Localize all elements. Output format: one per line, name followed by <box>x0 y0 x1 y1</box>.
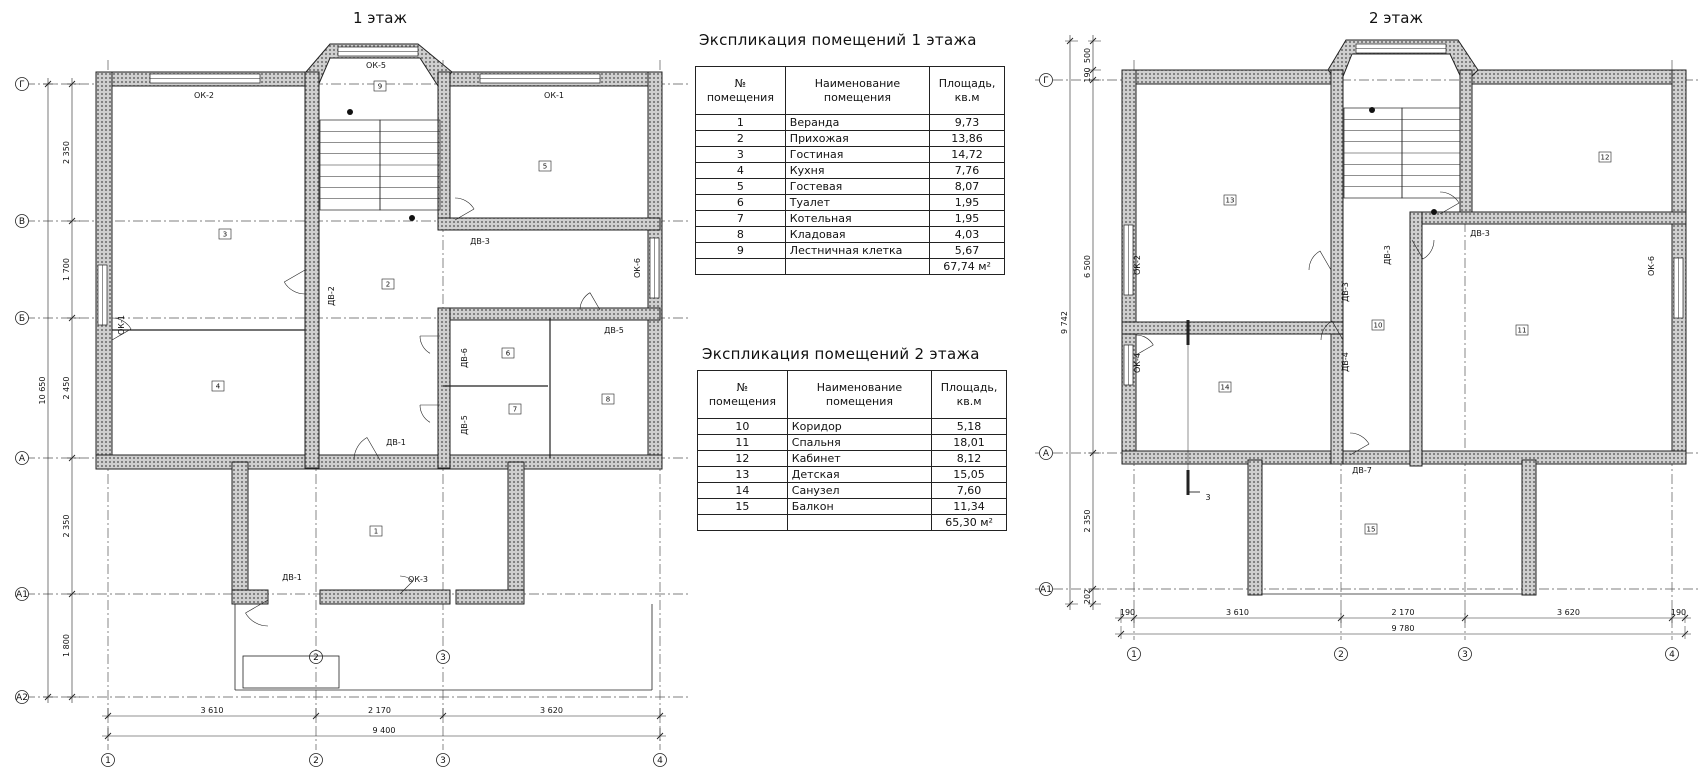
room-number: 6 <box>505 349 511 358</box>
table-row <box>696 147 1005 163</box>
dimension-value: 190 <box>1119 608 1136 617</box>
axis-label: 1 <box>105 756 111 767</box>
table-row <box>696 243 1005 259</box>
wall <box>232 462 248 604</box>
wall <box>1467 70 1685 84</box>
room-number-cell: 5 <box>696 179 786 195</box>
opening-label: ОК-1 <box>544 91 564 100</box>
table-total-row <box>698 515 1007 531</box>
room-name-cell: Котельная <box>785 211 929 227</box>
table-row <box>696 227 1005 243</box>
room-number: 8 <box>605 395 611 404</box>
axis-label: А <box>1042 449 1050 460</box>
dimension-value: 202 <box>1083 588 1092 605</box>
table-row <box>696 179 1005 195</box>
col-header-area: Площадь, кв.м <box>932 371 1007 419</box>
table-row <box>696 211 1005 227</box>
wall <box>232 590 268 604</box>
table-row <box>698 451 1007 467</box>
section-mark: 3 <box>1205 493 1211 502</box>
opening-label: ДВ-7 <box>1352 466 1372 475</box>
room-number: 12 <box>1600 153 1610 162</box>
axis-label: 1 <box>1131 650 1137 661</box>
room-number: 7 <box>512 405 518 414</box>
col-header-number: № помещения <box>698 371 788 419</box>
table-row <box>696 131 1005 147</box>
dimension-value: 3 620 <box>1557 608 1580 617</box>
wall <box>96 455 662 469</box>
table-row <box>698 419 1007 435</box>
room-number-cell: 11 <box>698 435 788 451</box>
dimension-value: 1 700 <box>62 258 71 281</box>
table2-title: Экспликация помещений 2 этажа <box>702 345 980 363</box>
room-name-cell: Балкон <box>787 499 931 515</box>
axis-label: В <box>18 217 26 228</box>
dimension-value: 2 350 <box>62 514 71 538</box>
opening-label: ДВ-1 <box>282 573 302 582</box>
door-swing <box>420 336 440 353</box>
axis-label: Г <box>19 80 25 91</box>
axis-label: 2 <box>313 756 319 767</box>
stair-start-dot <box>1369 107 1375 113</box>
room-number-cell: 12 <box>698 451 788 467</box>
floor1-plan <box>16 9 691 767</box>
axis-label: А1 <box>16 590 28 601</box>
col-header-name: Наименование помещения <box>785 67 929 115</box>
door-swing <box>580 293 600 310</box>
opening-label: ОК-2 <box>194 91 214 100</box>
axis-label: 3 <box>440 653 446 664</box>
room-name-cell: Туалет <box>785 195 929 211</box>
door-swing <box>1440 192 1459 214</box>
room-name-cell: Коридор <box>787 419 931 435</box>
steps <box>243 656 339 688</box>
room-name-cell: Лестничная клетка <box>785 243 929 259</box>
room-number-cell: 3 <box>696 147 786 163</box>
table-row <box>696 163 1005 179</box>
dimension-value: 2 170 <box>368 706 391 715</box>
table-row <box>698 435 1007 451</box>
axis-label: Г <box>1043 76 1049 87</box>
axis-label: А <box>18 454 26 465</box>
room-name-cell: Гостевая <box>785 179 929 195</box>
room-area-cell: 18,01 <box>932 435 1007 451</box>
room-number: 4 <box>215 382 221 391</box>
opening-label: ДВ-3 <box>1341 282 1350 302</box>
opening-label: ДВ-5 <box>460 415 469 435</box>
wall <box>305 72 319 468</box>
door-swing <box>455 198 474 220</box>
room-number-cell: 7 <box>696 211 786 227</box>
door-swing <box>1136 335 1153 355</box>
axis-label: 2 <box>1338 650 1344 661</box>
room-number-cell: 13 <box>698 467 788 483</box>
wall <box>508 462 524 604</box>
dimension-value: 3 620 <box>540 706 563 715</box>
room-area-cell: 4,03 <box>930 227 1005 243</box>
room-number: 11 <box>1517 326 1527 335</box>
opening-label: ОК-3 <box>408 575 428 584</box>
table-row <box>696 115 1005 131</box>
opening-label: ДВ-6 <box>460 348 469 368</box>
empty-cell <box>698 515 788 531</box>
room-name-cell: Кабинет <box>787 451 931 467</box>
axis-label: 4 <box>1669 650 1675 661</box>
room-number-cell: 8 <box>696 227 786 243</box>
room-number: 15 <box>1366 525 1376 534</box>
table-total-row <box>696 259 1005 275</box>
wall <box>1122 322 1343 334</box>
dimension-value: 3 610 <box>200 706 224 715</box>
room-name-cell: Гостиная <box>785 147 929 163</box>
room-number-cell: 15 <box>698 499 788 515</box>
room-area-cell: 8,07 <box>930 179 1005 195</box>
door-swing <box>420 405 440 422</box>
table-row <box>698 483 1007 499</box>
room-number: 3 <box>222 230 228 239</box>
floor2-title: 2 этаж <box>1369 9 1423 27</box>
wall <box>1460 70 1472 220</box>
room-number-cell: 4 <box>696 163 786 179</box>
door-swing <box>284 270 305 294</box>
dimension-value: 500 <box>1083 47 1092 64</box>
room-number-cell: 9 <box>696 243 786 259</box>
stair-end-dot <box>1431 209 1437 215</box>
dimension-value: 1 800 <box>62 634 71 657</box>
axis-label: 3 <box>440 756 446 767</box>
room-name-cell: Санузел <box>787 483 931 499</box>
wall <box>1248 460 1262 595</box>
room-number: 2 <box>385 280 391 289</box>
room-name-cell: Кухня <box>785 163 929 179</box>
wall <box>456 590 524 604</box>
opening-label: ДВ-3 <box>470 237 490 246</box>
room-number: 1 <box>373 527 379 536</box>
table-row <box>696 195 1005 211</box>
room-area-cell: 1,95 <box>930 195 1005 211</box>
room-area-cell: 7,76 <box>930 163 1005 179</box>
axis-label: 4 <box>657 756 663 767</box>
wall <box>1331 70 1343 464</box>
wall <box>320 590 450 604</box>
room-number-cell: 14 <box>698 483 788 499</box>
room-number: 5 <box>542 162 548 171</box>
col-header-name: Наименование помещения <box>787 371 931 419</box>
empty-cell <box>696 259 786 275</box>
dimension-value: 10 650 <box>38 376 47 405</box>
room-area-cell: 14,72 <box>930 147 1005 163</box>
total-area-cell: 67,74 м² <box>930 259 1005 275</box>
room-name-cell: Кладовая <box>785 227 929 243</box>
axis-label: А2 <box>16 693 28 704</box>
room-explication-table-floor2 <box>697 370 1007 531</box>
col-header-number: № помещения <box>696 67 786 115</box>
opening-label: ДВ-4 <box>1341 352 1350 372</box>
room-number: 14 <box>1220 383 1230 392</box>
axis-label: Б <box>18 314 26 325</box>
room-area-cell: 1,95 <box>930 211 1005 227</box>
room-number-cell: 10 <box>698 419 788 435</box>
room-area-cell: 8,12 <box>932 451 1007 467</box>
opening-label: ДВ-5 <box>604 326 624 335</box>
room-number-cell: 2 <box>696 131 786 147</box>
wall <box>438 308 450 468</box>
table-row <box>698 467 1007 483</box>
dimension-value: 190 <box>1670 608 1687 617</box>
wall <box>1122 451 1686 464</box>
opening-label: ДВ-3 <box>1383 245 1392 265</box>
axis-label: 2 <box>313 653 319 664</box>
dimension-value: 9 400 <box>372 726 396 735</box>
opening-label: ОК-6 <box>1647 256 1656 276</box>
room-name-cell: Прихожая <box>785 131 929 147</box>
opening-label: ДВ-2 <box>327 286 336 306</box>
total-area-cell: 65,30 м² <box>932 515 1007 531</box>
col-header-area: Площадь, кв.м <box>930 67 1005 115</box>
dimension-value: 190 <box>1083 67 1092 83</box>
wall <box>1410 212 1422 466</box>
table1-title: Экспликация помещений 1 этажа <box>699 31 977 49</box>
room-number: 10 <box>1373 321 1383 330</box>
opening-label: ОК-1 <box>117 315 126 335</box>
room-area-cell: 9,73 <box>930 115 1005 131</box>
opening-label: ОК-5 <box>366 61 386 70</box>
room-number-cell: 6 <box>696 195 786 211</box>
wall <box>438 218 660 230</box>
room-number: 13 <box>1225 196 1235 205</box>
room-number: 9 <box>377 82 383 91</box>
empty-cell <box>787 515 931 531</box>
dimension-value: 2 350 <box>62 141 71 164</box>
opening-label: ДВ-1 <box>386 438 406 447</box>
stair-end-dot <box>409 215 415 221</box>
dimension-value: 3 610 <box>1226 608 1249 617</box>
opening-label: ОК-6 <box>633 258 642 278</box>
floor1-title: 1 этаж <box>353 9 407 27</box>
empty-cell <box>785 259 929 275</box>
table-row <box>698 499 1007 515</box>
dimension-value: 6 500 <box>1083 255 1092 278</box>
room-area-cell: 5,18 <box>932 419 1007 435</box>
dimension-value: 2 170 <box>1391 608 1415 617</box>
dimension-value: 2 450 <box>62 376 71 400</box>
dimension-value: 9 780 <box>1391 624 1415 633</box>
room-name-cell: Спальня <box>787 435 931 451</box>
room-number-cell: 1 <box>696 115 786 131</box>
opening-label: ДВ-3 <box>1470 229 1490 238</box>
room-area-cell: 15,05 <box>932 467 1007 483</box>
room-area-cell: 7,60 <box>932 483 1007 499</box>
wall <box>1522 460 1536 595</box>
dimension-value: 9 742 <box>1060 311 1069 334</box>
stair-start-dot <box>347 109 353 115</box>
door-swing <box>1309 251 1331 270</box>
wall <box>438 308 660 320</box>
axis-label: А1 <box>1040 585 1052 596</box>
wall <box>1122 70 1340 84</box>
room-area-cell: 13,86 <box>930 131 1005 147</box>
room-area-cell: 11,34 <box>932 499 1007 515</box>
room-area-cell: 5,67 <box>930 243 1005 259</box>
room-name-cell: Детская <box>787 467 931 483</box>
opening-label: ОК-2 <box>1133 255 1142 275</box>
dimension-value: 2 350 <box>1083 509 1092 533</box>
room-explication-table-floor1 <box>695 66 1005 275</box>
wall <box>1410 212 1686 224</box>
opening-label: ОК-4 <box>1133 353 1142 373</box>
axis-label: 3 <box>1462 650 1468 661</box>
floor2-plan <box>1035 9 1700 661</box>
room-name-cell: Веранда <box>785 115 929 131</box>
